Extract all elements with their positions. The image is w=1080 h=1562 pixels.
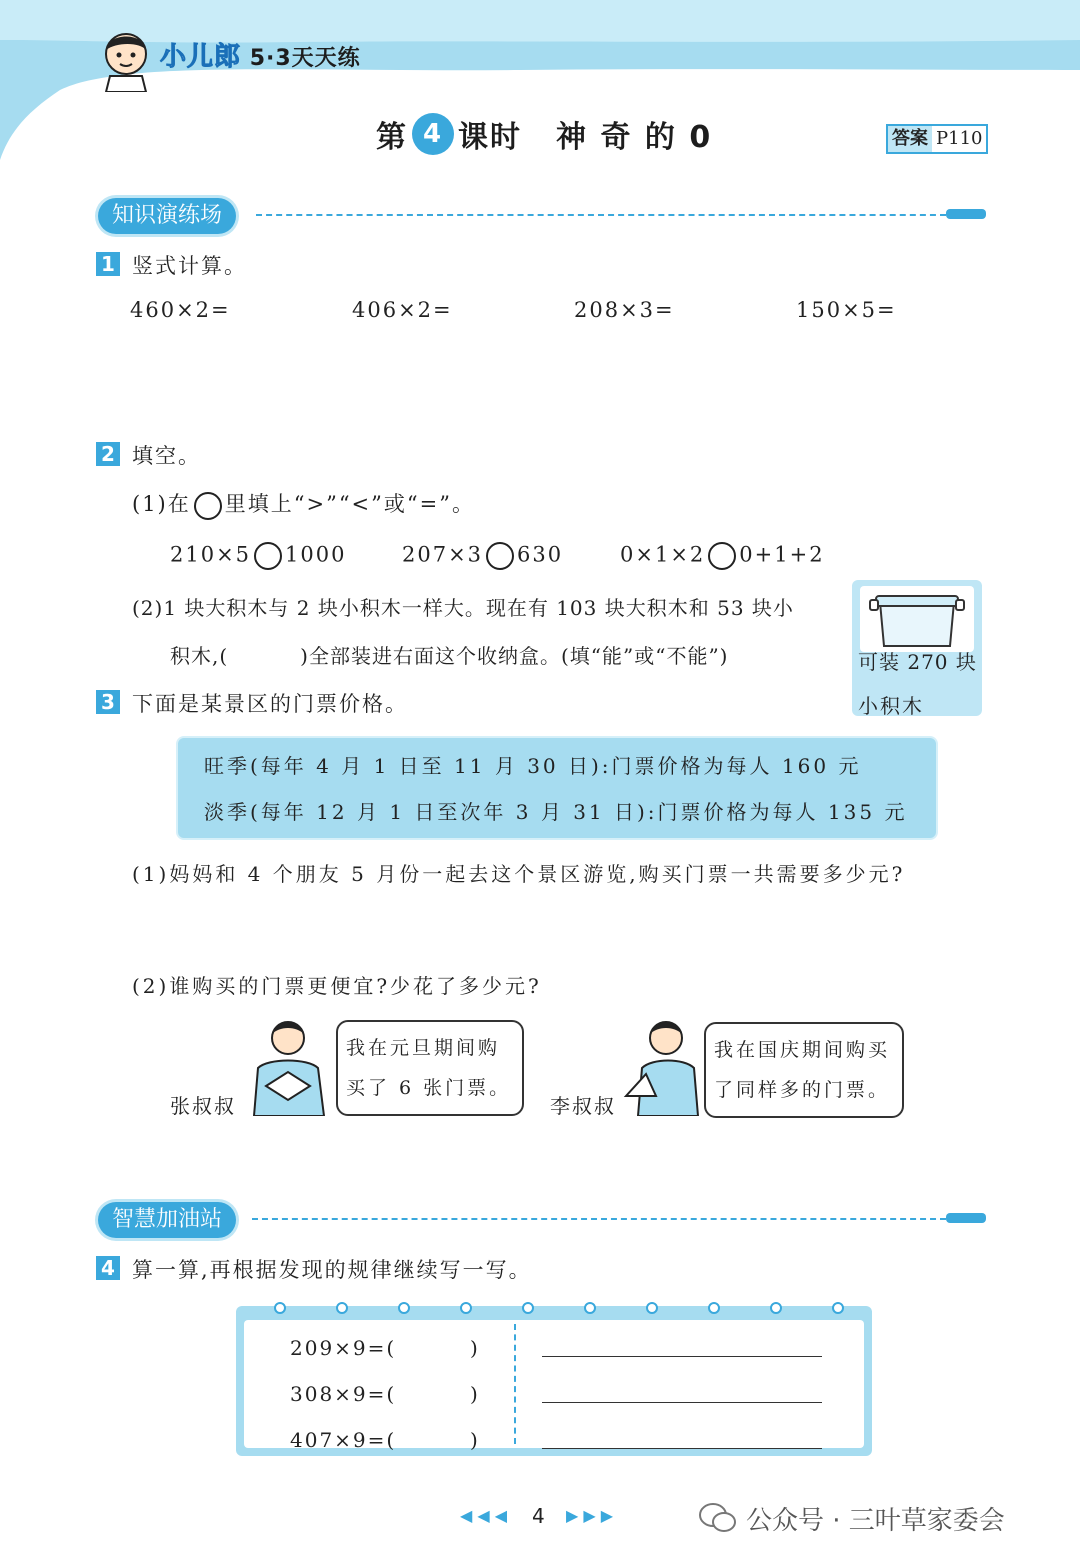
compare-circle-blank[interactable] <box>708 542 736 570</box>
question-number: 2 <box>96 442 120 466</box>
storage-box-card <box>852 580 982 716</box>
lesson-prefix: 第 <box>376 120 408 155</box>
bubble-text: 了同样多的门票。 <box>714 1079 891 1101</box>
brand-logo <box>160 36 361 73</box>
q3-sub2: (2)谁购买的门票更便宜?少花了多少元? <box>132 974 542 998</box>
box-capacity-label: 可装 270 块 <box>858 650 977 674</box>
binder-ring <box>398 1302 410 1314</box>
brand-series: 小儿郎 <box>160 42 242 72</box>
notepad-divider <box>514 1324 516 1444</box>
mascot-boy-icon <box>96 28 156 92</box>
calc-item: 406×2= <box>352 298 453 322</box>
section-wisdom-header: 智慧加油站 <box>98 1202 236 1238</box>
pattern-expression: 308×9=( <box>290 1382 397 1406</box>
page-prev-arrows: ◀ ◀ ◀ <box>460 1506 508 1525</box>
uncle-zhang-speech-bubble <box>336 1020 524 1116</box>
binder-ring <box>336 1302 348 1314</box>
compare-circle-blank[interactable] <box>194 492 222 520</box>
binder-ring <box>770 1302 782 1314</box>
compare-item: 210×5 1000 <box>170 542 347 570</box>
q3-sub1: (1)妈妈和 4 个朋友 5 月份一起去这个景区游览,购买门票一共需要多少元? <box>132 862 906 886</box>
answer-line[interactable] <box>542 1356 822 1357</box>
binder-ring <box>832 1302 844 1314</box>
q2-part2-text: (2)1 块大积木与 2 块小积木一样大。现在有 103 块大积木和 53 块小 <box>132 592 794 621</box>
lesson-number-badge: 4 <box>412 113 454 155</box>
question-number: 1 <box>96 252 120 276</box>
pattern-close-paren: ) <box>470 1382 480 1406</box>
question-title: 填空。 <box>132 444 201 468</box>
storage-box-icon <box>860 586 974 652</box>
uncle-li-illustration <box>622 1016 706 1116</box>
pattern-expression: 209×9=( <box>290 1336 397 1360</box>
pencil-icon <box>946 1213 986 1223</box>
uncle-zhang-name: 张叔叔 <box>170 1094 236 1118</box>
pattern-close-paren: ) <box>470 1336 480 1360</box>
question-title: 下面是某景区的门票价格。 <box>132 692 408 716</box>
section-divider <box>256 214 946 216</box>
bubble-text: 我在国庆期间购买 <box>714 1039 891 1061</box>
page-title <box>376 112 712 156</box>
calc-item: 150×5= <box>796 298 897 322</box>
compare-circle-blank[interactable] <box>486 542 514 570</box>
answer-label: 答案 <box>888 126 932 152</box>
off-season-price: 淡季(每年 12 月 1 日至次年 3 月 31 日):门票价格为每人 135 元 <box>204 800 908 824</box>
calc-item: 208×3= <box>574 298 675 322</box>
section-divider <box>252 1218 946 1220</box>
peak-season-price: 旺季(每年 4 月 1 日至 11 月 30 日):门票价格为每人 160 元 <box>204 754 862 778</box>
bubble-text: 我在元旦期间购 <box>346 1037 501 1059</box>
uncle-li-speech-bubble <box>704 1022 904 1118</box>
ticket-price-panel <box>176 736 938 840</box>
answer-line[interactable] <box>542 1402 822 1403</box>
binder-ring <box>522 1302 534 1314</box>
binder-ring <box>274 1302 286 1314</box>
wechat-icon <box>698 1502 738 1534</box>
question-title: 竖式计算。 <box>132 254 247 278</box>
question-title: 算一算,再根据发现的规律继续写一写。 <box>132 1258 532 1282</box>
notepad-panel <box>236 1306 872 1456</box>
uncle-li-name: 李叔叔 <box>550 1094 616 1118</box>
lesson-name: 神 奇 的 0 <box>556 120 713 155</box>
notepad-paper <box>244 1320 864 1452</box>
lesson-suffix: 课时 <box>458 120 522 155</box>
binder-ring <box>460 1302 472 1314</box>
answer-reference <box>886 124 988 154</box>
question-number: 3 <box>96 690 120 714</box>
binder-ring <box>584 1302 596 1314</box>
page-next-arrows: ▶ ▶ ▶ <box>566 1506 614 1525</box>
q2-part2-line2: 积木,( )全部装进右面这个收纳盒。(填“能”或“不能”) <box>170 644 729 668</box>
answer-line[interactable] <box>542 1448 822 1449</box>
calc-item: 460×2= <box>130 298 231 322</box>
compare-circle-blank[interactable] <box>254 542 282 570</box>
binder-ring <box>646 1302 658 1314</box>
question-number: 4 <box>96 1256 120 1280</box>
compare-item: 0×1×2 0+1+2 <box>620 542 825 570</box>
page-number: 4 <box>532 1504 545 1528</box>
answer-page: P110 <box>932 126 986 152</box>
watermark-text: 公众号 · 三叶草家委会 <box>746 1506 1005 1536</box>
binder-ring <box>708 1302 720 1314</box>
box-capacity-unit: 小积木 <box>858 694 924 718</box>
pencil-icon <box>946 209 986 219</box>
bubble-text: 买了 6 张门票。 <box>346 1077 512 1099</box>
brand-subtitle: 5·3天天练 <box>249 46 361 71</box>
q2-part1-instruction: (1)在 里填上“>”“<”或“=”。 <box>132 488 475 520</box>
uncle-zhang-illustration <box>244 1016 334 1116</box>
compare-item: 207×3 630 <box>402 542 563 570</box>
pattern-close-paren: ) <box>470 1428 480 1452</box>
section-practice-header: 知识演练场 <box>98 198 236 234</box>
pattern-expression: 407×9=( <box>290 1428 397 1452</box>
